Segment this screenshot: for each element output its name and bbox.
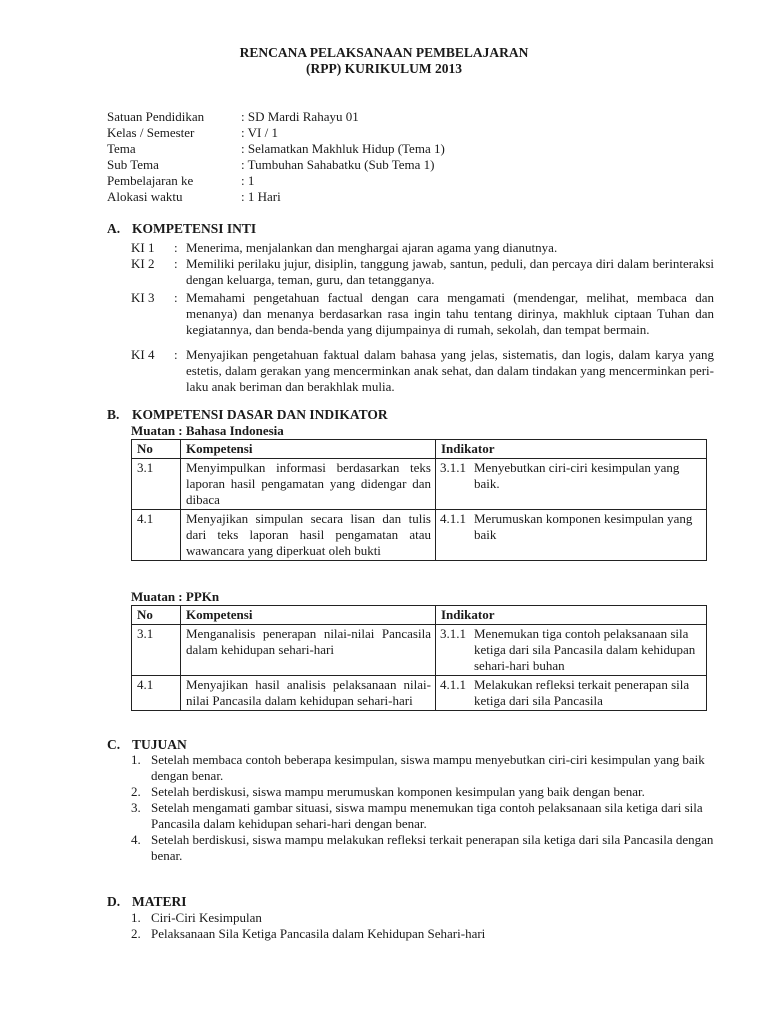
list-number: 3.: [131, 800, 141, 815]
ki-code: KI 4: [131, 347, 155, 362]
info-label: Pembelajaran ke: [107, 173, 194, 188]
ki-colon: :: [174, 290, 178, 305]
list-number: 2.: [131, 784, 141, 799]
indikator-text: Melakukan refleksi terkait penerapan sila ketiga dari sila Pancasila: [474, 677, 690, 708]
indikator-text: Menemukan tiga contoh pelaksanaan sila ketiga dari sila Pancasila dalam kehidupan sehari-hari buhan: [474, 626, 696, 673]
table-row: [132, 676, 707, 711]
table-header-row: [132, 606, 707, 625]
cell-indikator: [436, 459, 707, 510]
header-indikator: Indikator: [436, 606, 707, 625]
tujuan-list: [131, 752, 721, 864]
list-number: 1.: [131, 752, 141, 767]
info-row-satuan: [107, 109, 667, 125]
section-letter: A.: [107, 221, 121, 236]
section-letter: C.: [107, 737, 121, 752]
info-row-subtema: [107, 157, 667, 173]
section-heading-d: [107, 894, 187, 910]
list-item: [131, 784, 721, 800]
muatan-label-bahasa-indonesia: Muatan : Bahasa Indonesia: [131, 423, 284, 438]
ki-text: Menerima, menjalankan dan menghargai ajaran agama yang dianutnya.: [186, 240, 558, 255]
ki-colon: :: [174, 256, 178, 271]
indikator-number: 3.1.1: [440, 460, 466, 475]
ki-text: Memiliki perilaku jujur, disiplin, tanggung jawab, santun, peduli, dan percaya diri dalam berinteraksi dengan keluarga, teman, guru, dan tetangganya.: [186, 256, 714, 287]
list-number: 1.: [131, 910, 141, 925]
cell-kompetensi: Menyimpulkan informasi berdasarkan teks laporan hasil pengamatan yang didengar dan dibaca: [181, 459, 436, 510]
ki-text: Menyajikan pengetahuan faktual dalam bahasa yang jelas, sistematis, dan logis, dalam karya yang estetis, dalam gerakan yang mencerminkan anak sehat, dan dalam tindakan yang mencerminkan peri-laku anak beriman dan berakhlak mulia.: [186, 347, 714, 394]
list-item: [131, 832, 721, 864]
info-row-tema: [107, 141, 667, 157]
info-label: Alokasi waktu: [107, 189, 183, 204]
indikator-number: 4.1.1: [440, 511, 466, 526]
ki-item-4: [131, 347, 714, 395]
info-label: Satuan Pendidikan: [107, 109, 205, 124]
ki-code: KI 3: [131, 290, 155, 305]
info-label: Kelas / Semester: [107, 125, 195, 140]
section-title: MATERI: [132, 894, 187, 909]
section-letter: D.: [107, 894, 121, 909]
cell-indikator: [436, 510, 707, 561]
info-row-alokasi: [107, 189, 667, 205]
list-number: 4.: [131, 832, 141, 847]
table-row: [132, 625, 707, 676]
section-title: KOMPETENSI DASAR DAN INDIKATOR: [132, 407, 388, 422]
muatan-label-ppkn: Muatan : PPKn: [131, 589, 220, 604]
indikator-number: 4.1.1: [440, 677, 466, 692]
cell-indikator: [436, 676, 707, 711]
cell-kompetensi: Menyajikan simpulan secara lisan dan tulis dari teks laporan hasil pengamatan atau wawancara yang diperkuat oleh bukti: [181, 510, 436, 561]
header-no: No: [132, 606, 181, 625]
indikator-text: Merumuskan komponen kesimpulan yang baik: [474, 511, 693, 542]
list-text: Setelah membaca contoh beberapa kesimpulan, siswa mampu menyebutkan ciri-ciri kesimpulan yang baik dengan benar.: [151, 752, 705, 783]
ki-code: KI 2: [131, 256, 155, 271]
section-heading-b: [107, 407, 388, 423]
ki-code: KI 1: [131, 240, 155, 255]
info-value: : Tumbuhan Sahabatku (Sub Tema 1): [241, 157, 435, 172]
info-label: Tema: [107, 141, 136, 156]
cell-no: 4.1: [132, 510, 181, 561]
table-row: [132, 459, 707, 510]
info-value: : 1 Hari: [241, 189, 281, 204]
info-value: : 1: [241, 173, 255, 188]
ki-item-1: [131, 240, 714, 256]
list-text: Setelah berdiskusi, siswa mampu merumuskan komponen kesimpulan yang baik dengan benar.: [151, 784, 645, 799]
list-text: Pelaksanaan Sila Ketiga Pancasila dalam Kehidupan Sehari-hari: [151, 926, 486, 941]
section-title: KOMPETENSI INTI: [132, 221, 257, 236]
section-title: TUJUAN: [132, 737, 187, 752]
header-kompetensi: Kompetensi: [181, 440, 436, 459]
header-indikator: Indikator: [436, 440, 707, 459]
cell-indikator: [436, 625, 707, 676]
info-value: : Selamatkan Makhluk Hidup (Tema 1): [241, 141, 445, 156]
indikator-number: 3.1.1: [440, 626, 466, 641]
cell-no: 3.1: [132, 625, 181, 676]
list-text: Setelah berdiskusi, siswa mampu melakukan refleksi terkait penerapan sila ketiga dari sila Pancasila dengan benar.: [151, 832, 714, 863]
list-number: 2.: [131, 926, 141, 941]
header-kompetensi: Kompetensi: [181, 606, 436, 625]
info-row-pembelajaran: [107, 173, 667, 189]
indikator-text: Menyebutkan ciri-ciri kesimpulan yang baik.: [474, 460, 680, 491]
list-item: [131, 926, 721, 942]
list-item: [131, 752, 721, 784]
kd-table-ppkn: [131, 605, 707, 711]
ki-text: Memahami pengetahuan factual dengan cara mengamati (mendengar, melihat, membaca dan menanya) dan menanya berdasarkan rasa ingin tahu tentang dirinya, makhluk ciptaan Tuhan dan kegiatannya, dan benda-benda yang dijumpainya di rumah, sekolah, dan tempat bermain.: [186, 290, 714, 337]
ki-item-3: [131, 290, 714, 338]
table-header-row: [132, 440, 707, 459]
cell-no: 4.1: [132, 676, 181, 711]
section-heading-a: [107, 221, 256, 237]
info-label: Sub Tema: [107, 157, 159, 172]
list-text: Setelah mengamati gambar situasi, siswa mampu menemukan tiga contoh pelaksanaan sila ketiga dari sila Pancasila dalam kehidupan sehari-hari dengan benar.: [151, 800, 703, 831]
list-text: Ciri-Ciri Kesimpulan: [151, 910, 262, 925]
section-letter: B.: [107, 407, 120, 422]
materi-list: [131, 910, 721, 942]
list-item: [131, 800, 721, 832]
list-item: [131, 910, 721, 926]
document-title-line-1: RENCANA PELAKSANAAN PEMBELAJARAN: [239, 45, 529, 60]
table-row: [132, 510, 707, 561]
cell-kompetensi: Menganalisis penerapan nilai-nilai Pancasila dalam kehidupan sehari-hari: [181, 625, 436, 676]
header-no: No: [132, 440, 181, 459]
info-value: : SD Mardi Rahayu 01: [241, 109, 359, 124]
cell-no: 3.1: [132, 459, 181, 510]
ki-item-2: [131, 256, 714, 288]
document-title-line-2: (RPP) KURIKULUM 2013: [306, 61, 462, 76]
section-heading-c: [107, 737, 187, 753]
cell-kompetensi: Menyajikan hasil analisis pelaksanaan nilai-nilai Pancasila dalam kehidupan sehari-hari: [181, 676, 436, 711]
kd-table-bahasa-indonesia: [131, 439, 707, 561]
ki-colon: :: [174, 347, 178, 362]
info-value: : VI / 1: [241, 125, 278, 140]
ki-colon: :: [174, 240, 178, 255]
info-row-kelas: [107, 125, 667, 141]
